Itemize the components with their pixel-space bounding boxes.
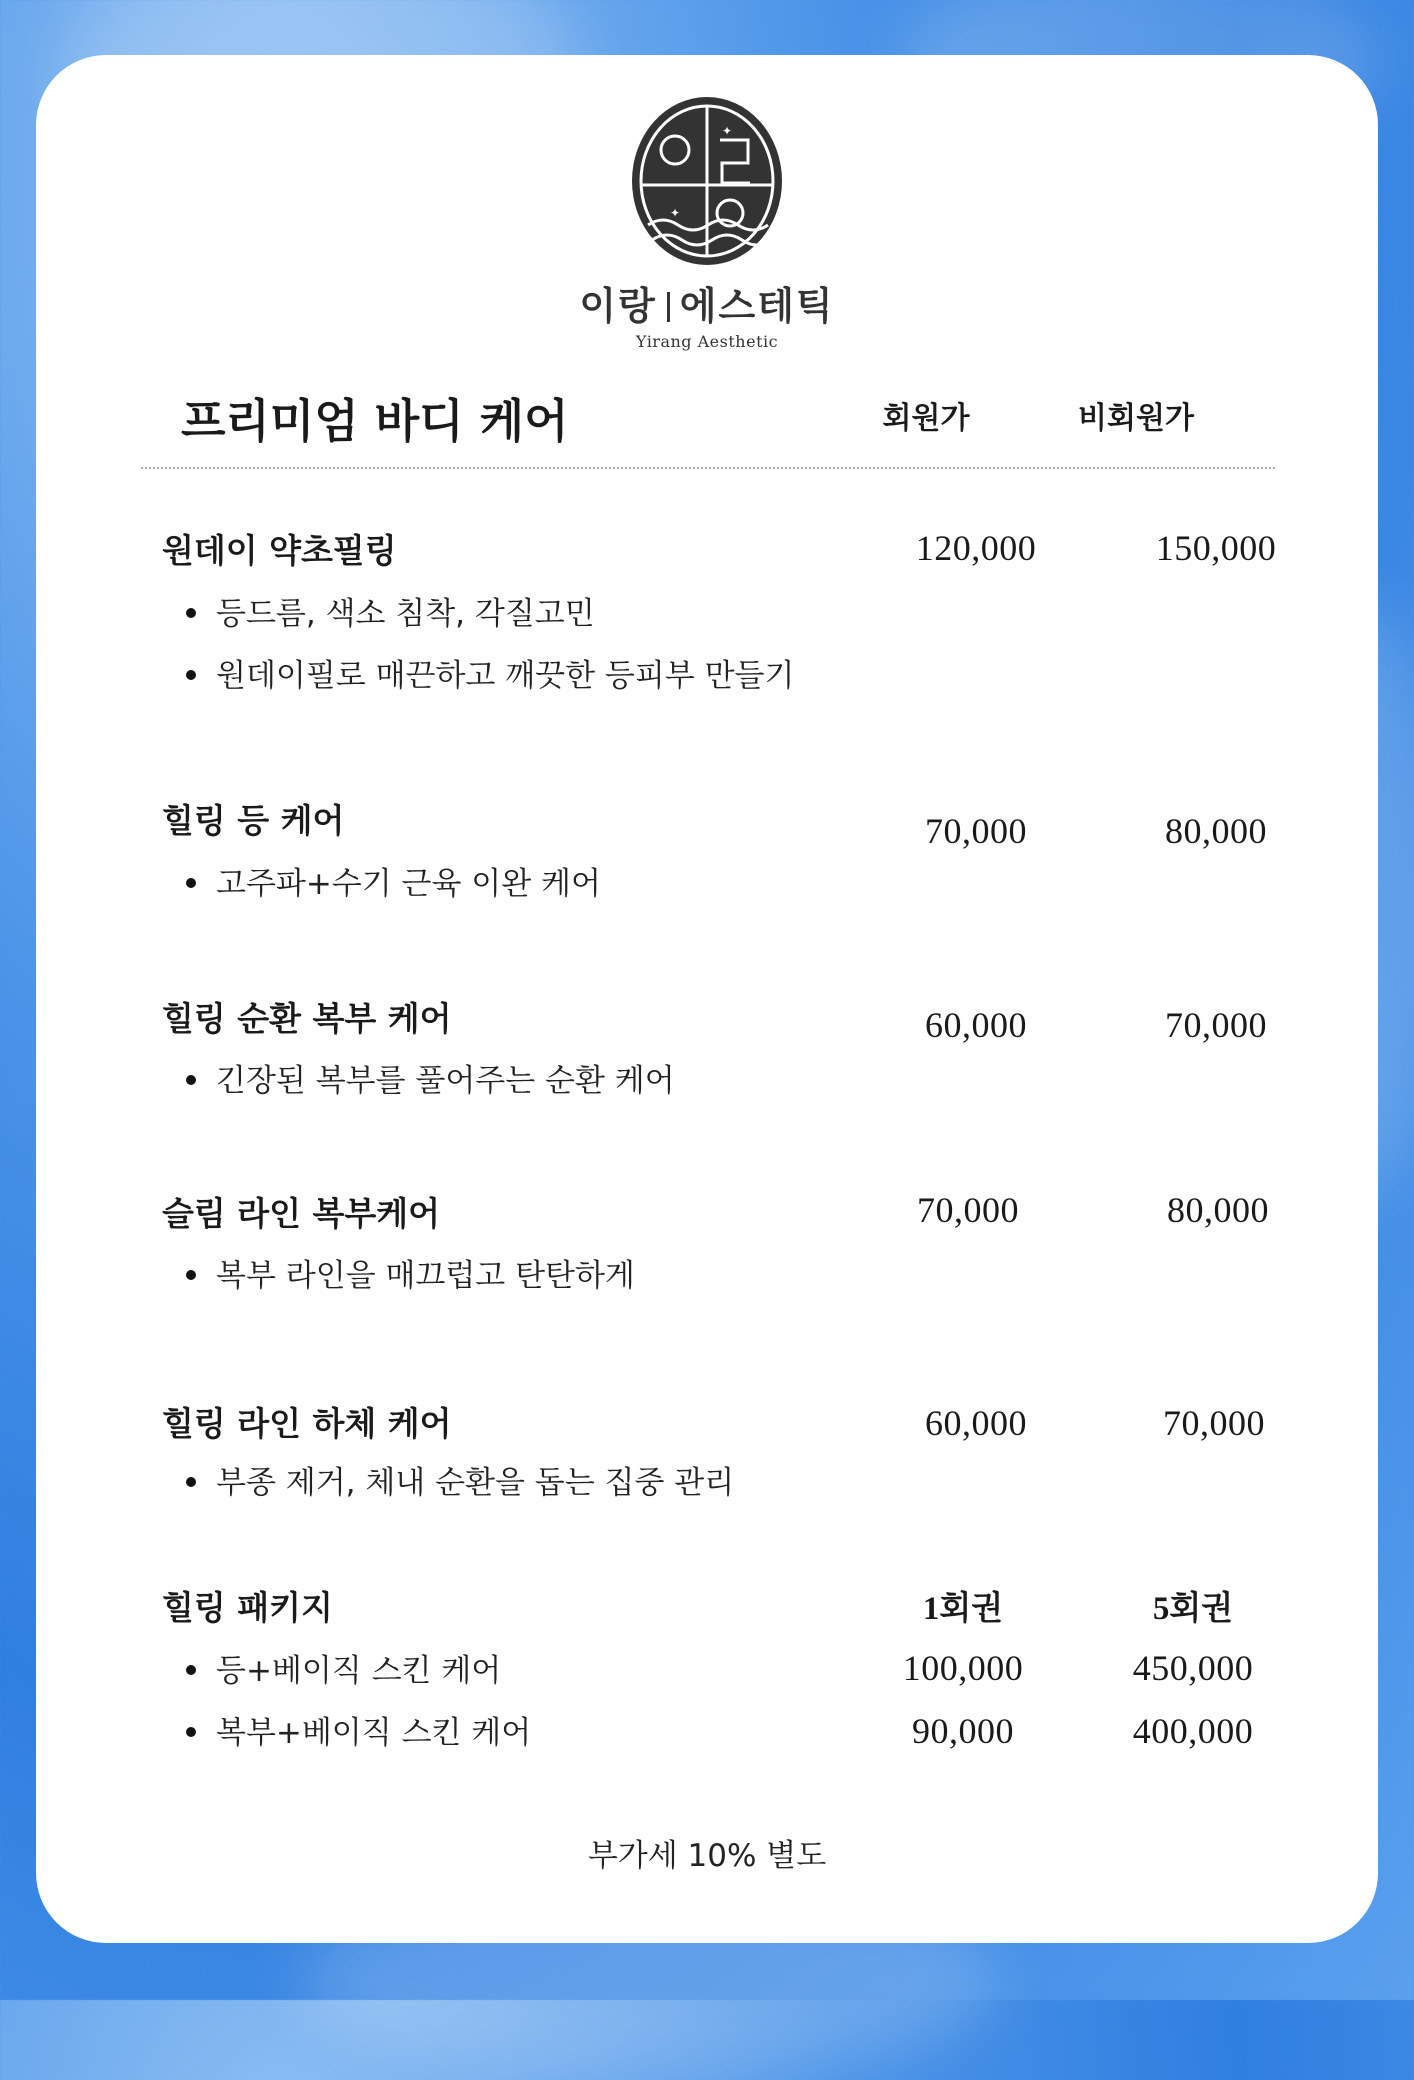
package-row-label: 복부+베이직 스킨 케어 [186, 1707, 531, 1752]
member-price: 120,000 [915, 528, 1037, 568]
vat-note: 부가세 10% 별도 [587, 1838, 827, 1874]
svg-text:✦: ✦ [722, 124, 733, 138]
nonmember-price: 70,000 [1165, 1005, 1267, 1045]
brand-name-ko-main: 이랑 [579, 284, 657, 328]
brand-divider [667, 292, 670, 322]
package-price-five: 450,000 [1132, 1648, 1254, 1688]
column-header-member: 회원가 [882, 401, 970, 436]
page-title: 프리미엄 바디 케어 [181, 394, 569, 448]
package-header-five: 5회권 [1152, 1591, 1234, 1627]
menu-item-desc: 부종 제거, 체내 순환을 돕는 집중 관리 [186, 1457, 734, 1502]
svg-text:이랑: 이랑 [707, 263, 709, 264]
menu-item-desc: 긴장된 복부를 풀어주는 순환 케어 [186, 1055, 675, 1100]
member-price: 60,000 [925, 1005, 1027, 1045]
brand-name-ko [36, 275, 1378, 330]
yirang-emblem-icon [630, 95, 784, 267]
brand-name-ko-suffix: 에스테틱 [679, 284, 835, 328]
nonmember-price: 80,000 [1165, 811, 1267, 851]
member-price: 70,000 [917, 1190, 1019, 1230]
package-price-five: 400,000 [1132, 1711, 1254, 1751]
member-price: 70,000 [925, 811, 1027, 851]
menu-item-desc: 원데이필로 매끈하고 깨끗한 등피부 만들기 [186, 650, 794, 695]
nonmember-price: 80,000 [1167, 1190, 1269, 1230]
menu-item-desc: 복부 라인을 매끄럽고 탄탄하게 [186, 1250, 635, 1295]
menu-item-desc: 고주파+수기 근육 이완 케어 [186, 858, 601, 903]
menu-item-desc: 등드름, 색소 침착, 각질고민 [186, 588, 595, 633]
menu-item-name: 힐링 순환 복부 케어 [162, 999, 452, 1038]
menu-item-name: 슬림 라인 복부케어 [162, 1194, 441, 1233]
menu-card [36, 55, 1378, 1943]
nonmember-price: 150,000 [1155, 528, 1277, 568]
package-price-single: 90,000 [912, 1711, 1014, 1751]
brand-name-en: Yirang Aesthetic [635, 332, 779, 351]
brand-logo [36, 95, 1378, 351]
nonmember-price: 70,000 [1163, 1403, 1265, 1443]
package-price-single: 100,000 [902, 1648, 1024, 1688]
package-row-label: 등+베이직 스킨 케어 [186, 1645, 501, 1690]
svg-text:✦: ✦ [670, 206, 681, 220]
header-divider [141, 467, 1275, 469]
column-header-nonmember: 비회원가 [1078, 401, 1194, 436]
menu-item-name: 원데이 약초필링 [162, 531, 397, 570]
menu-item-name: 힐링 라인 하체 케어 [162, 1404, 452, 1443]
member-price: 60,000 [925, 1403, 1027, 1443]
package-name: 힐링 패키지 [162, 1588, 333, 1627]
menu-item-name: 힐링 등 케어 [162, 801, 345, 840]
package-header-single: 1회권 [922, 1591, 1004, 1627]
